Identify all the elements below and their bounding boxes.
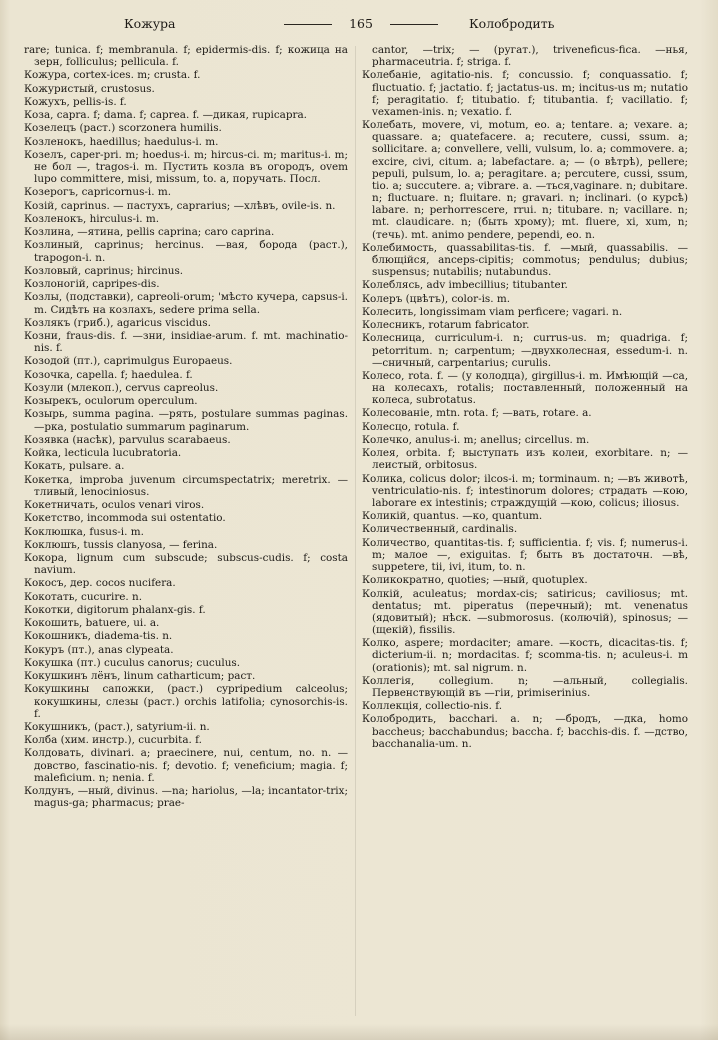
dictionary-entry: Коклюшъ, tussis clanyosa, — ferina.: [24, 538, 218, 551]
dictionary-entry: rare; tunica. f; membranula. f; epidermis-dis. f; кожица на зерн, folliculus; pellicula. f.: [24, 44, 348, 69]
dictionary-entry: Козули (млекоп.), cervus capreolus.: [24, 381, 219, 394]
dictionary-entry: Козленокъ, haedillus; haedulus-i. m.: [24, 135, 219, 148]
page-bottom-edge: [0, 1024, 718, 1040]
dictionary-entry: Колобродить, bacchari. a. n; —бродъ, —дка, homo baccheus; bacchabundus; baccha. f; bacchis-dis. f. —дство, bacchanalia-um. n.: [362, 713, 688, 750]
dictionary-entry: Козій, caprinus. — пастухъ, caprarius; —хлѣвъ, ovile-is. n.: [24, 199, 336, 212]
dictionary-entry: Коза, capra. f; dama. f; caprea. f. —дикая, rupicapra.: [24, 109, 307, 122]
dictionary-entry: Колебать, movere, vi, motum, eo. a; tentare. a; vexare. a; quassare. a; quatefacere. a; recutere, cussi, ssum. a; sollicitare. a; convellere, velli, vulsum, lo. a; commovere. a; excire, civi, citum. a; labefactare. a; — (о вѣтрѣ), pellere; pepuli, pulsum, lo. a; peragitare. a; percutere, cussi, ssum, tio. a; succutere. a; vibrare. a. —ться,vaginare. n; dubitare. n; fluctuare. n; fluitare. n; gravari. n; inclinari. (о курсѣ) labare. n; perhorrescere, rrui. n; titubare. n; vacillare. n; mt. claudicare. n; (быть хрому); mt. fluere, xi, xum, n; (течь). mt. animo pendere, pependi, eo. n.: [362, 119, 688, 241]
dictionary-entry: Колесникъ, rotarum fabricator.: [362, 319, 530, 332]
header-last-word: Колобродить: [469, 16, 555, 31]
dictionary-entry: Колебимость, quassabilitas-tis. f. —мый, quassabilis. —блющійся, anceps-cipitis; commotus; pendulus; dubius; suspensus; nutabilis; nutabundus.: [362, 241, 688, 279]
dictionary-entry: Козлиный, caprinus; hercinus. —вая, борода (раст.), trapogon-i. n.: [24, 239, 348, 264]
dictionary-entry: Кокосъ, дер. cocos nucifera.: [24, 577, 176, 590]
dictionary-entry: Коликократно, quoties; —ный, quotuplex.: [362, 574, 588, 587]
dictionary-entry: Колеръ (цвѣтъ), color-is. m.: [362, 292, 511, 305]
dictionary-entry: Кокушка (пт.) cuculus canorus; cuculus.: [24, 656, 241, 669]
dictionary-entry: Кокотки, digitorum phalanx-gis. f.: [24, 603, 206, 616]
dictionary-entry: Козлина, —ятина, pellis caprina; caro caprina.: [24, 226, 275, 239]
dictionary-entry: Колесить, longissimam viam perficere; vagari. n.: [362, 305, 623, 318]
right-column: [362, 44, 688, 1024]
dictionary-entry: Кокушкинъ лёнъ, linum catharticum; раст.: [24, 670, 256, 683]
dictionary-entry: Козочка, capella. f; haedulea. f.: [24, 368, 193, 381]
dictionary-entry: Колебаніе, agitatio-nis. f; concussio. f; conquassatio. f; fluctuatio. f; jactatio. f; jactatus-us. m; incitus-us m; nutatio f; peragitatio. f; titubatio. f; titubantia. f; vacillatio. f; vexamen-inis. n; vexatio. f.: [362, 69, 688, 118]
column-gutter: [355, 46, 356, 1016]
dictionary-entry: Козодой (пт.), caprimulgus Europaeus.: [24, 355, 233, 368]
dictionary-entry: Колко, aspere; mordaciter; amare. —кость, dicacitas-tis. f; dicterium-ii. n; mordacitas. f; scomma-tis. n; aculeus-i. m (orationis); mt. sal nigrum. n.: [362, 637, 688, 674]
dictionary-entry: Козлякъ (гриб.), agaricus viscidus.: [24, 316, 211, 329]
dictionary-entry: Кокуръ (пт.), anas clypeata.: [24, 643, 174, 656]
dictionary-entry: Колея, orbita. f; выступать изъ колеи, exorbitare. n; —леистый, orbitosus.: [362, 447, 688, 472]
dictionary-entry: Козелецъ (раст.) scorzonera humilis.: [24, 122, 222, 135]
dictionary-entry: Колкій, aculeatus; mordax-cis; satiricus; caviliosus; mt. dentatus; mt. piperatus (перечный); mt. venenatus (ядовитый); нѣск. —submorosus. (колючій), spinosus; —(щекій), fissilis.: [362, 587, 688, 636]
dictionary-entry: Количественный, cardinalis.: [362, 523, 518, 536]
dictionary-entry: cantor, —trix; — (ругат.), triveneficus-fica. —нья, pharmaceutria. f; striga. f.: [372, 44, 688, 69]
dictionary-entry: Козлы, (подставки), capreoli-orum; 'мѣсто кучера, capsus-i. m. Сидѣть на козлахъ, sedere prima sella.: [24, 291, 348, 316]
dictionary-entry: Козявка (насѣк), parvulus scarabaeus.: [24, 433, 231, 446]
dictionary-entry: Козелъ, caper-pri. m; hoedus-i. m; hircus-ci. m; maritus-i. m; не бол —, tragos-i. m. Пустить козла въ огородъ, ovem lupo committere, misi, missum, to. a, поручать. Посл.: [24, 148, 348, 186]
dictionary-entry: Кокушкины сапожки, (раст.) cypripedium calceolus; кокушкины, слезы (раст.) orchis latifolia; cynosorchis-is. f.: [24, 683, 348, 720]
dictionary-entry: Колеблясь, adv imbecillius; titubanter.: [362, 279, 568, 292]
left-column: [24, 44, 348, 1024]
dictionary-entry: Колесница, curriculum-i. n; currus-us. m; quadriga. f; petorritum. n; carpentum; —двухколесная, essedum-i. n. —сничный, carpentarius; curulis.: [362, 332, 688, 369]
dictionary-entry: Колесованіе, mtn. rota. f; —вать, rotare. a.: [362, 407, 592, 420]
dictionary-entry: Колика, colicus dolor; ilcos-i. m; torminaum. n; —въ животѣ, ventriculatio-nis. f; intestinorum dolores; страдать —кою, laborare ex intestinis; страждущій —кою, colicus; iliosus.: [362, 472, 688, 509]
dictionary-entry: Коллегія, collegium. n; —альный, collegialis. Первенствующій въ —гіи, primiserinius.: [362, 674, 688, 699]
dictionary-entry: Колечко, anulus-i. m; anellus; circellus. m.: [362, 433, 590, 446]
dictionary-entry: Козловый, caprinus; hircinus.: [24, 264, 184, 277]
dictionary-entry: Кокетничать, oculos venari viros.: [24, 499, 205, 511]
dictionary-entry: Кокошить, batuere, ui. a.: [24, 617, 160, 630]
dictionary-entry: Коликій, quantus. —ко, quantum.: [362, 510, 543, 523]
page-number: 165: [284, 16, 438, 31]
dictionary-entry: Колесо, rota. f. — (у колодца), girgillus-i. m. Имѣющій —са, на колесахъ, rotalis; поставленный, положенный на колеса, subrotatus.: [362, 369, 688, 407]
dictionary-entry: Кожуристый, crustosus.: [24, 82, 155, 95]
dictionary-entry: Кокать, pulsare. a.: [24, 460, 125, 473]
dictionary-entry: Колдунъ, —ный, divinus. —na; hariolus, —la; incantator-trix; magus-ga; pharmacus; prae-: [24, 785, 348, 810]
dictionary-entry: Койка, lecticula lucubratoria.: [24, 447, 182, 460]
dictionary-entry: Козни, fraus-dis. f. —зни, insidiae-arum. f. mt. machinatio-nis. f.: [24, 330, 348, 355]
dictionary-entry: Колесцо, rotula. f.: [362, 420, 460, 433]
running-header: [0, 16, 718, 36]
dictionary-entry: Кожура, cortex-ices. m; crusta. f.: [24, 69, 201, 82]
dictionary-entry: Колба (хим. инстр.), cucurbita. f.: [24, 734, 202, 747]
dictionary-entry: Козырь, summa pagina. —рять, postulare summas paginas. —рка, postulatio summarum paginarum.: [24, 408, 348, 433]
dictionary-entry: Козырекъ, oculorum operculum.: [24, 395, 198, 408]
dictionary-entry: Коллекція, collectio-nis. f.: [362, 700, 502, 713]
dictionary-entry: Козерогъ, capricornus-i. m.: [24, 186, 171, 199]
dictionary-entry: Кокетка, improba juvenum circumspectatrix; meretrix. —тливый, lenociniosus.: [24, 473, 348, 498]
dictionary-entry: Кокушникъ, (раст.), satyrium-ii. n.: [24, 720, 210, 733]
dictionary-entry: Количество, quantitas-tis. f; sufficientia. f; vis. f; numerus-i. m; малое —, exiguitas. f; быть въ достаточн. —вѣ, suppetere, tii, ivi, itum, to. n.: [362, 536, 688, 573]
dictionary-entry: Кокетство, incommoda sui ostentatio.: [24, 512, 226, 525]
dictionary-entry: Кожухъ, pellis-is. f.: [24, 95, 127, 108]
dictionary-entry: Козлоногій, capripes-dis.: [24, 278, 160, 291]
dictionary-entry: Кокошникъ, diadema-tis. n.: [24, 630, 173, 643]
dictionary-entry: Колдовать, divinari. a; praecinere, nui, centum, no. n. —довство, fascinatio-nis. f; devotio. f; veneficium; magia. f; maleficium. n; nenia. f.: [24, 747, 348, 784]
dictionary-entry: Кокора, lignum cum subscude; subscus-cudis. f; costa navium.: [24, 552, 348, 577]
header-first-word: Кожура: [124, 16, 176, 31]
dictionary-entry: Кокотать, cucurire. n.: [24, 590, 143, 603]
dictionary-entry: Козленокъ, hirculus-i. m.: [24, 212, 160, 225]
dictionary-entry: Коклюшка, fusus-i. m.: [24, 525, 144, 538]
